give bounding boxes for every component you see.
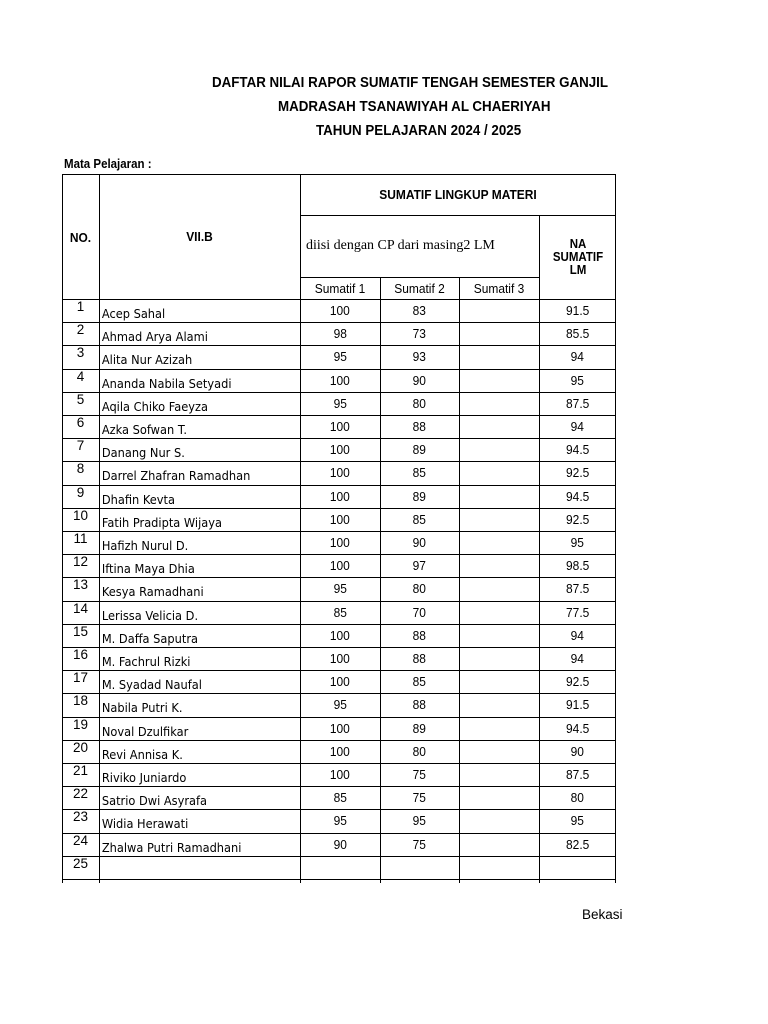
row-number-cell	[62, 763, 99, 786]
score-sumatif-2-cell	[380, 693, 459, 716]
score-na-cell	[539, 670, 616, 693]
score-na: 80	[570, 790, 585, 805]
score-sumatif-1-cell	[300, 577, 380, 600]
score-sumatif-1-cell	[300, 369, 380, 392]
student-name: Lerissa Velicia D.	[101, 608, 199, 623]
row-number: 20	[72, 740, 89, 755]
row-number-cell	[62, 485, 99, 508]
score-na-cell	[539, 485, 616, 508]
score-sumatif-2: 88	[412, 419, 427, 434]
score-na: 87.5	[565, 767, 590, 782]
student-name: Danang Nur S.	[101, 445, 185, 460]
score-na-cell	[539, 322, 616, 345]
score-na: 98.5	[565, 558, 590, 573]
score-sumatif-2: 88	[412, 651, 427, 666]
score-sumatif-1: 95	[333, 581, 347, 596]
row-number-cell	[62, 717, 99, 740]
score-sumatif-1: 100	[330, 465, 350, 480]
student-name-cell	[99, 693, 300, 719]
score-sumatif-2-cell	[380, 508, 459, 531]
header-sumatif-lingkup-materi: SUMATIF LINGKUP MATERI	[379, 187, 537, 202]
score-na-cell	[539, 508, 616, 531]
row-number-cell	[62, 322, 99, 345]
score-sumatif-2: 89	[412, 489, 427, 504]
score-na-cell	[539, 369, 616, 392]
row-number: 23	[72, 809, 89, 824]
row-number: 18	[72, 693, 89, 708]
score-na-cell	[539, 601, 616, 624]
score-na-cell	[539, 438, 616, 461]
row-number: 24	[72, 833, 89, 848]
score-na-cell	[539, 461, 616, 484]
student-name-cell	[99, 577, 300, 603]
row-number-cell	[62, 345, 99, 368]
score-sumatif-3-cell	[459, 624, 539, 647]
score-sumatif-1: 100	[330, 767, 350, 782]
header-note: diisi dengan CP dari masing2 LM	[306, 238, 495, 253]
student-name: Zhalwa Putri Ramadhani	[101, 840, 242, 855]
student-name-cell	[99, 345, 300, 371]
student-name-cell	[99, 461, 300, 487]
row-number-cell	[62, 461, 99, 484]
score-na: 90	[570, 744, 585, 759]
score-na: 91.5	[565, 697, 590, 712]
score-sumatif-2: 80	[412, 396, 427, 411]
row-number-cell	[62, 415, 99, 438]
score-sumatif-2-cell	[380, 856, 459, 879]
score-sumatif-1-cell	[300, 809, 380, 832]
row-number: 21	[72, 763, 89, 778]
score-sumatif-1-cell	[300, 763, 380, 786]
score-sumatif-2: 89	[412, 442, 427, 457]
score-sumatif-1: 100	[330, 628, 350, 643]
score-sumatif-2: 83	[412, 303, 427, 318]
score-sumatif-1: 100	[330, 512, 350, 527]
row-number: 7	[76, 438, 85, 453]
score-sumatif-2: 80	[412, 581, 427, 596]
score-sumatif-3-cell	[459, 856, 539, 879]
row-number-cell	[62, 809, 99, 832]
row-number: 4	[76, 369, 85, 384]
score-sumatif-1-cell	[300, 299, 380, 322]
student-name: Ahmad Arya Alami	[101, 329, 208, 344]
score-sumatif-1-cell	[300, 531, 380, 554]
score-sumatif-3-cell	[459, 508, 539, 531]
score-sumatif-1-cell	[300, 601, 380, 624]
score-sumatif-1: 100	[330, 489, 350, 504]
row-number: 14	[72, 601, 89, 616]
score-sumatif-2: 88	[412, 628, 427, 643]
student-name: Acep Sahal	[101, 306, 166, 321]
student-name: M. Syadad Naufal	[101, 677, 202, 692]
student-name: Hafizh Nurul D.	[101, 538, 189, 553]
student-name: Dhafin Kevta	[101, 492, 175, 507]
row-number-cell	[62, 508, 99, 531]
score-sumatif-2-cell	[380, 670, 459, 693]
header-na	[539, 215, 616, 299]
score-sumatif-1: 100	[330, 674, 350, 689]
header-na-text: NA SUMATIF LM	[552, 236, 603, 277]
row-number: 9	[76, 485, 85, 500]
student-name: M. Fachrul Rizki	[101, 654, 191, 669]
footer-place: Bekasi	[582, 907, 623, 922]
row-number: 2	[76, 322, 85, 337]
score-sumatif-3-cell	[459, 809, 539, 832]
row-number: 8	[76, 461, 85, 476]
score-na: 94.5	[565, 442, 590, 457]
score-na: 87.5	[565, 581, 590, 596]
score-sumatif-2: 85	[412, 512, 427, 527]
student-name: Fatih Pradipta Wijaya	[101, 515, 222, 530]
score-na-cell	[539, 647, 616, 670]
score-sumatif-3-cell	[459, 461, 539, 484]
score-sumatif-2: 89	[412, 721, 427, 736]
score-na-cell	[539, 809, 616, 832]
score-sumatif-2: 95	[412, 813, 427, 828]
school-name: MADRASAH TSANAWIYAH AL CHAERIYAH	[278, 99, 551, 115]
score-sumatif-1-cell	[300, 322, 380, 345]
score-sumatif-1: 95	[333, 813, 347, 828]
row-number-cell	[62, 833, 99, 856]
score-sumatif-2-cell	[380, 554, 459, 577]
score-na: 92.5	[565, 465, 590, 480]
score-sumatif-2-cell	[380, 392, 459, 415]
header-class: VII.B	[186, 228, 213, 244]
score-sumatif-1-cell	[300, 438, 380, 461]
score-na-cell	[539, 299, 616, 322]
score-na: 94	[570, 628, 585, 643]
score-sumatif-1-cell	[300, 508, 380, 531]
score-sumatif-2-cell	[380, 833, 459, 856]
score-sumatif-2-cell	[380, 461, 459, 484]
score-sumatif-1: 100	[330, 373, 350, 388]
score-sumatif-2-cell	[380, 763, 459, 786]
score-sumatif-1: 100	[330, 442, 350, 457]
score-sumatif-2: 88	[412, 697, 427, 712]
score-sumatif-2: 90	[412, 373, 427, 388]
student-name: Ananda Nabila Setyadi	[101, 376, 232, 391]
score-sumatif-2-cell	[380, 415, 459, 438]
row-number-cell	[62, 554, 99, 577]
score-na-cell	[539, 763, 616, 786]
score-sumatif-1-cell	[300, 670, 380, 693]
score-sumatif-1: 100	[330, 651, 350, 666]
score-sumatif-3-cell	[459, 717, 539, 740]
score-sumatif-1: 85	[333, 605, 347, 620]
row-number: 12	[72, 554, 89, 569]
score-sumatif-1-cell	[300, 833, 380, 856]
score-sumatif-1-cell	[300, 786, 380, 809]
score-na-cell	[539, 554, 616, 577]
score-na-cell	[539, 345, 616, 368]
grades-table	[62, 174, 616, 883]
score-sumatif-2: 90	[412, 535, 427, 550]
score-sumatif-3-cell	[459, 322, 539, 345]
score-sumatif-2-cell	[380, 647, 459, 670]
header-sumatif-2: Sumatif 2	[394, 280, 445, 296]
score-na-cell	[539, 531, 616, 554]
score-na: 95	[570, 535, 585, 550]
score-sumatif-2-cell	[380, 809, 459, 832]
score-na: 91.5	[565, 303, 590, 318]
row-number: 22	[72, 786, 89, 801]
row-number-cell	[62, 392, 99, 415]
row-number: 19	[72, 717, 89, 732]
score-sumatif-3-cell	[459, 577, 539, 600]
student-name: Widia Herawati	[101, 816, 189, 831]
row-number-cell	[62, 438, 99, 461]
row-number-cell	[62, 624, 99, 647]
score-sumatif-2-cell	[380, 601, 459, 624]
score-sumatif-3-cell	[459, 833, 539, 856]
row-number: 10	[72, 508, 89, 523]
score-sumatif-1: 100	[330, 303, 350, 318]
score-na: 95	[570, 813, 585, 828]
student-name: Revi Annisa K.	[101, 747, 183, 762]
score-sumatif-2-cell	[380, 438, 459, 461]
score-sumatif-1: 95	[333, 396, 347, 411]
score-sumatif-3-cell	[459, 531, 539, 554]
score-sumatif-1: 100	[330, 535, 350, 550]
score-sumatif-3-cell	[459, 554, 539, 577]
row-number-cell	[62, 786, 99, 809]
row-number: 15	[72, 624, 89, 639]
row-number: 16	[72, 647, 89, 662]
score-sumatif-3-cell	[459, 601, 539, 624]
row-number-cell	[62, 670, 99, 693]
score-sumatif-1-cell	[300, 345, 380, 368]
row-number-cell	[62, 531, 99, 554]
score-sumatif-1: 100	[330, 721, 350, 736]
row-number-cell	[62, 601, 99, 624]
score-sumatif-1-cell	[300, 415, 380, 438]
score-na: 94	[570, 349, 585, 364]
header-no: NO.	[69, 229, 92, 245]
row-number-cell	[62, 299, 99, 322]
score-sumatif-3-cell	[459, 438, 539, 461]
score-sumatif-2-cell	[380, 485, 459, 508]
row-number-cell	[62, 856, 99, 879]
score-sumatif-2-cell	[380, 577, 459, 600]
row-number: 5	[76, 392, 85, 407]
student-name: Kesya Ramadhani	[101, 584, 204, 599]
score-sumatif-2: 85	[412, 465, 427, 480]
score-sumatif-2-cell	[380, 299, 459, 322]
score-na-cell	[539, 856, 616, 879]
score-na: 94	[570, 651, 585, 666]
score-sumatif-3-cell	[459, 693, 539, 716]
score-sumatif-1-cell	[300, 485, 380, 508]
row-number: 1	[76, 299, 85, 314]
score-sumatif-1-cell	[300, 693, 380, 716]
score-sumatif-2-cell	[380, 624, 459, 647]
score-sumatif-2: 75	[412, 790, 427, 805]
row-number: 25	[72, 856, 89, 871]
score-sumatif-2: 80	[412, 744, 427, 759]
score-sumatif-3-cell	[459, 670, 539, 693]
score-sumatif-3-cell	[459, 485, 539, 508]
score-sumatif-1: 100	[330, 558, 350, 573]
header-sumatif-3: Sumatif 3	[473, 280, 525, 296]
score-sumatif-1-cell	[300, 717, 380, 740]
student-name: Darrel Zhafran Ramadhan	[101, 468, 251, 483]
score-na: 94	[570, 419, 585, 434]
score-na: 92.5	[565, 674, 590, 689]
score-sumatif-1-cell	[300, 624, 380, 647]
student-name: M. Daffa Saputra	[101, 631, 198, 646]
score-sumatif-1-cell	[300, 461, 380, 484]
row-number-cell	[62, 740, 99, 763]
score-na-cell	[539, 577, 616, 600]
student-name: Aqila Chiko Faeyza	[101, 399, 209, 414]
score-sumatif-3-cell	[459, 647, 539, 670]
score-sumatif-1: 90	[333, 837, 347, 852]
student-name: Noval Dzulfikar	[101, 724, 189, 739]
score-sumatif-1: 95	[333, 349, 347, 364]
row-number-cell	[62, 647, 99, 670]
score-sumatif-2: 75	[412, 837, 427, 852]
score-sumatif-1: 100	[330, 419, 350, 434]
student-name: Nabila Putri K.	[101, 700, 183, 715]
score-na: 77.5	[565, 605, 590, 620]
score-sumatif-3-cell	[459, 299, 539, 322]
score-na: 87.5	[565, 396, 590, 411]
academic-year: TAHUN PELAJARAN 2024 / 2025	[316, 123, 522, 139]
score-sumatif-1: 100	[330, 744, 350, 759]
student-name: Iftina Maya Dhia	[101, 561, 195, 576]
score-na: 95	[570, 373, 585, 388]
student-name: Satrio Dwi Asyrafa	[101, 793, 208, 808]
row-number-cell	[62, 577, 99, 600]
score-na: 94.5	[565, 489, 590, 504]
student-name-cell	[99, 809, 300, 835]
score-na: 82.5	[565, 837, 590, 852]
score-sumatif-2: 97	[412, 558, 427, 573]
score-sumatif-2: 73	[412, 326, 427, 341]
score-sumatif-2: 75	[412, 767, 427, 782]
score-sumatif-2-cell	[380, 740, 459, 763]
row-number: 6	[76, 415, 85, 430]
score-na-cell	[539, 833, 616, 856]
score-sumatif-3-cell	[459, 763, 539, 786]
score-sumatif-1: 95	[333, 697, 347, 712]
report-title: DAFTAR NILAI RAPOR SUMATIF TENGAH SEMESTER GANJIL	[212, 75, 609, 91]
score-sumatif-1: 98	[333, 326, 347, 341]
score-na-cell	[539, 624, 616, 647]
row-number-cell	[62, 369, 99, 392]
score-sumatif-2: 93	[412, 349, 427, 364]
score-na-cell	[539, 717, 616, 740]
subject-label: Mata Pelajaran :	[64, 157, 152, 171]
score-na-cell	[539, 392, 616, 415]
score-na-cell	[539, 786, 616, 809]
score-sumatif-3-cell	[459, 392, 539, 415]
row-number: 17	[72, 670, 89, 685]
score-sumatif-3-cell	[459, 345, 539, 368]
score-sumatif-2-cell	[380, 717, 459, 740]
row-number-cell	[62, 693, 99, 716]
score-sumatif-3-cell	[459, 740, 539, 763]
score-sumatif-1: 85	[333, 790, 347, 805]
score-na-cell	[539, 740, 616, 763]
score-sumatif-3-cell	[459, 415, 539, 438]
score-sumatif-2-cell	[380, 531, 459, 554]
score-sumatif-1-cell	[300, 740, 380, 763]
score-sumatif-1-cell	[300, 647, 380, 670]
score-sumatif-1-cell	[300, 392, 380, 415]
score-sumatif-2: 85	[412, 674, 427, 689]
score-sumatif-3-cell	[459, 369, 539, 392]
student-name: Alita Nur Azizah	[101, 352, 193, 367]
score-sumatif-1-cell	[300, 856, 380, 879]
score-sumatif-2-cell	[380, 322, 459, 345]
score-sumatif-2-cell	[380, 369, 459, 392]
score-sumatif-2-cell	[380, 345, 459, 368]
score-sumatif-2-cell	[380, 786, 459, 809]
header-sumatif-1: Sumatif 1	[314, 280, 366, 296]
score-sumatif-3-cell	[459, 786, 539, 809]
row-number: 3	[76, 345, 85, 360]
student-name: Azka Sofwan T.	[101, 422, 188, 437]
score-na: 85.5	[565, 326, 590, 341]
score-na: 94.5	[565, 721, 590, 736]
score-sumatif-2: 70	[412, 605, 427, 620]
row-number: 13	[72, 577, 89, 592]
row-number: 11	[73, 531, 88, 546]
score-sumatif-1-cell	[300, 554, 380, 577]
score-na-cell	[539, 415, 616, 438]
student-name: Riviko Juniardo	[101, 770, 187, 785]
score-na-cell	[539, 693, 616, 716]
score-na: 92.5	[565, 512, 590, 527]
